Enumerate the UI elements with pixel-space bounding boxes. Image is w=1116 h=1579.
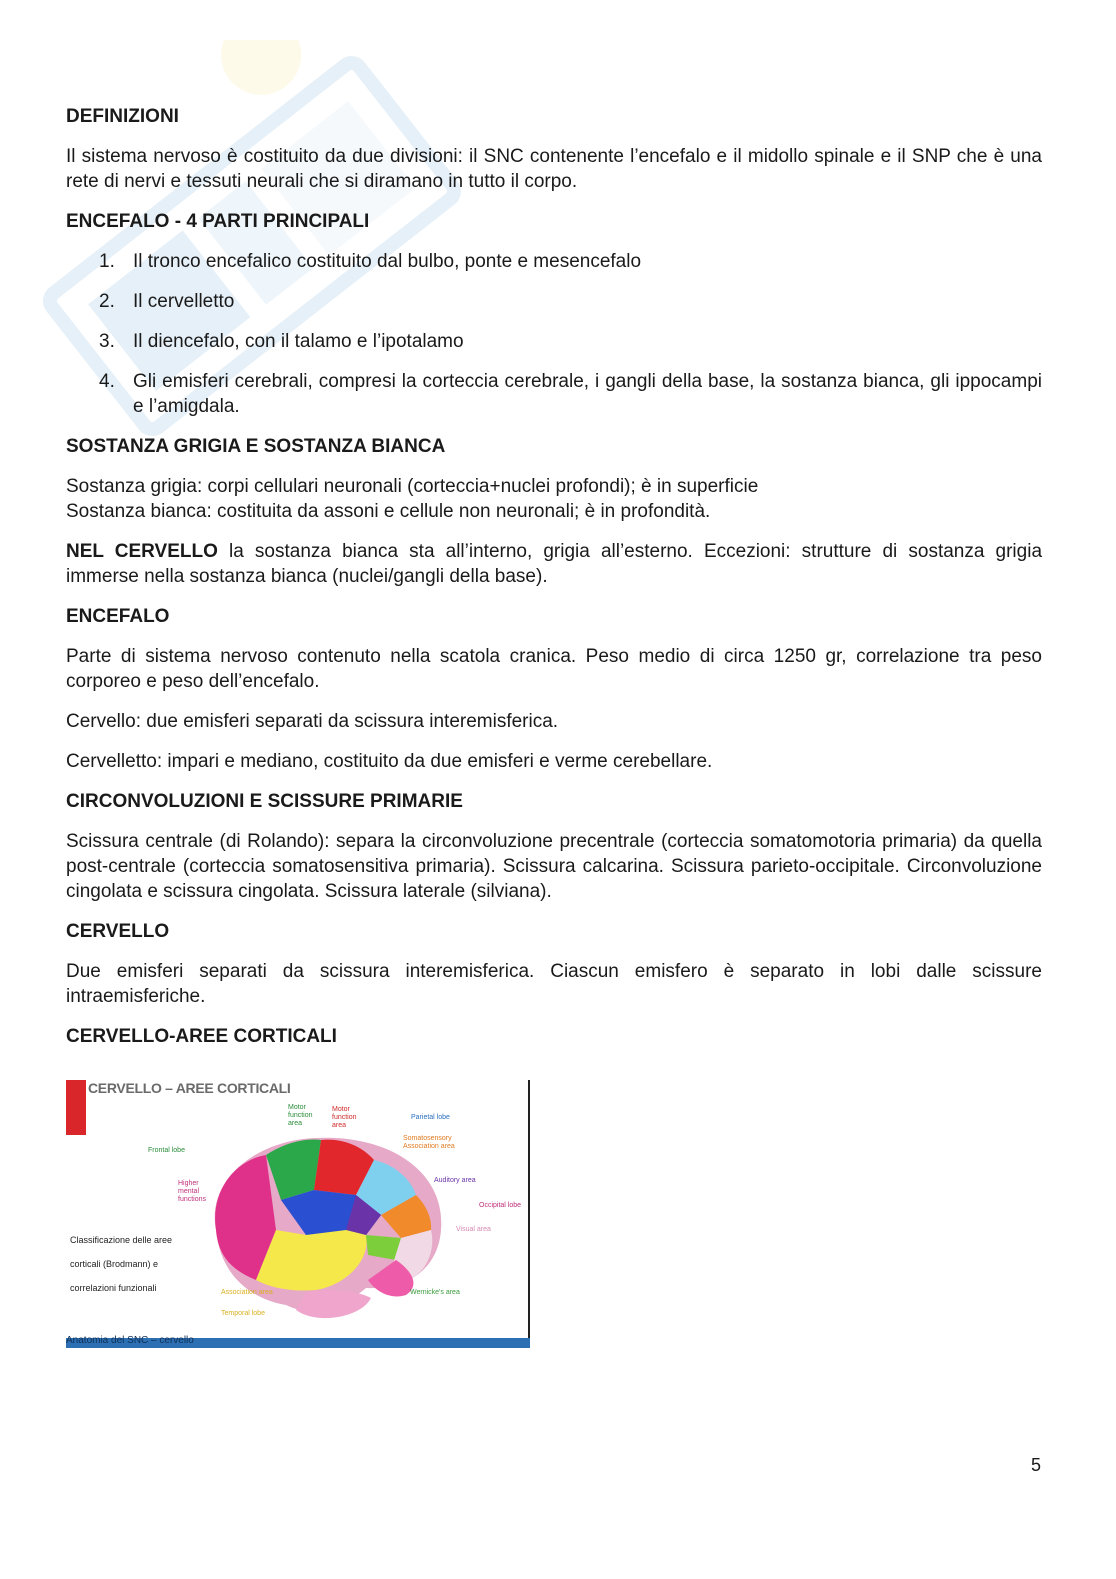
paragraph-encefalo-1: Parte di sistema nervoso contenuto nella scatola cranica. Peso medio di circa 1250 gr, correlazione tra peso corporeo e peso dell’encefalo. bbox=[66, 646, 1042, 692]
label-frontal-lobe: Frontal lobe bbox=[148, 1147, 185, 1154]
heading-sostanza: SOSTANZA GRIGIA E SOSTANZA BIANCA bbox=[66, 436, 446, 457]
paragraph-sostanza-bianca: Sostanza bianca: costituita da assoni e cellule non neuronali; è in profondità. bbox=[66, 501, 711, 522]
figure-border bbox=[528, 1080, 530, 1348]
label-occipital-lobe: Occipital lobe bbox=[479, 1202, 522, 1209]
list-item: 3. Il diencefalo, con il talamo e l’ipotalamo bbox=[99, 331, 464, 352]
paragraph-encefalo-3: Cervelletto: impari e mediano, costituito da due emisferi e verme cerebellare. bbox=[66, 751, 713, 772]
list-item: 4. Gli emisferi cerebrali, compresi la corteccia cerebrale, i gangli della base, la sostanza bianca, gli ippocampi e l’amigdala. bbox=[99, 371, 1042, 417]
list-encefalo-parti bbox=[66, 249, 1042, 419]
page-number: 5 bbox=[1031, 1455, 1042, 1475]
label-higher-functions: Higher mental functions bbox=[178, 1180, 207, 1203]
paragraph-definizioni: Il sistema nervoso è costituito da due divisioni: il SNC contenente l’encefalo e il midollo spinale e il SNP che è una rete di nervi e tessuti neurali che si diramano in tutto il corpo. bbox=[66, 146, 1042, 192]
document-body bbox=[66, 104, 1042, 1064]
label-somatosensory: Somatosensory Association area bbox=[403, 1135, 455, 1150]
heading-circonvoluzioni: CIRCONVOLUZIONI E SCISSURE PRIMARIE bbox=[66, 791, 463, 812]
label-motor-area: Motor function area bbox=[332, 1106, 357, 1129]
figure-caption: Classificazione delle aree corticali (Brodmann) e correlazioni funzionali bbox=[70, 1235, 173, 1293]
label-visual-area: Visual area bbox=[456, 1226, 491, 1233]
label-wernicke-area: Wernicke's area bbox=[410, 1289, 460, 1296]
paragraph-cervello: Due emisferi separati da scissura interemisferica. Ciascun emisfero è separato in lobi dalle scissure intraemisferiche. bbox=[66, 961, 1042, 1007]
heading-definizioni: DEFINIZIONI bbox=[66, 106, 179, 127]
figure-title: CERVELLO – AREE CORTICALI bbox=[88, 1080, 291, 1096]
heading-cervello: CERVELLO bbox=[66, 921, 170, 942]
paragraph-encefalo-2: Cervello: due emisferi separati da scissura interemisferica. bbox=[66, 711, 559, 732]
paragraph-sostanza-grigia: Sostanza grigia: corpi cellulari neuronali (corteccia+nuclei profondi); è in superficie bbox=[66, 476, 759, 497]
label-parietal-lobe: Parietal lobe bbox=[411, 1114, 450, 1121]
heading-encefalo-parti: ENCEFALO - 4 PARTI PRINCIPALI bbox=[66, 211, 370, 232]
heading-aree-corticali: CERVELLO-AREE CORTICALI bbox=[66, 1026, 337, 1047]
list-item: 2. Il cervelletto bbox=[99, 291, 235, 312]
paragraph-circonvoluzioni: Scissura centrale (di Rolando): separa la circonvoluzione precentrale (corteccia somatomotoria primaria) da quella post-centrale (corteccia somatosensitiva primaria). Scissura calcarina. Scissura parieto-occipitale. Circonvoluzione cingolata e scissura cingolata. Scissura laterale (silviana). bbox=[66, 831, 1042, 902]
slide-accent-bar bbox=[66, 1080, 86, 1135]
list-item: 1. Il tronco encefalico costituito dal bulbo, ponte e mesencefalo bbox=[99, 251, 642, 272]
label-motor-function: Motor function area bbox=[288, 1104, 313, 1127]
figure-footer: Anatomia del SNC – cervello bbox=[66, 1338, 530, 1348]
paragraph-nel-cervello: NEL CERVELLO la sostanza bianca sta all’interno, grigia all’esterno. Eccezioni: strutture di sostanza grigia immerse nella sostanza bianca (nuclei/gangli della base). bbox=[66, 541, 1043, 587]
brain-figure bbox=[66, 1080, 530, 1348]
brain-illustration bbox=[196, 1120, 456, 1330]
label-temporal-lobe: Temporal lobe bbox=[221, 1310, 265, 1317]
heading-encefalo: ENCEFALO bbox=[66, 606, 170, 627]
label-auditory-area: Auditory area bbox=[434, 1177, 476, 1184]
bold-lead: NEL CERVELLO bbox=[66, 541, 218, 562]
cerebellum bbox=[296, 1290, 371, 1318]
label-association-area: Association area bbox=[221, 1289, 273, 1296]
